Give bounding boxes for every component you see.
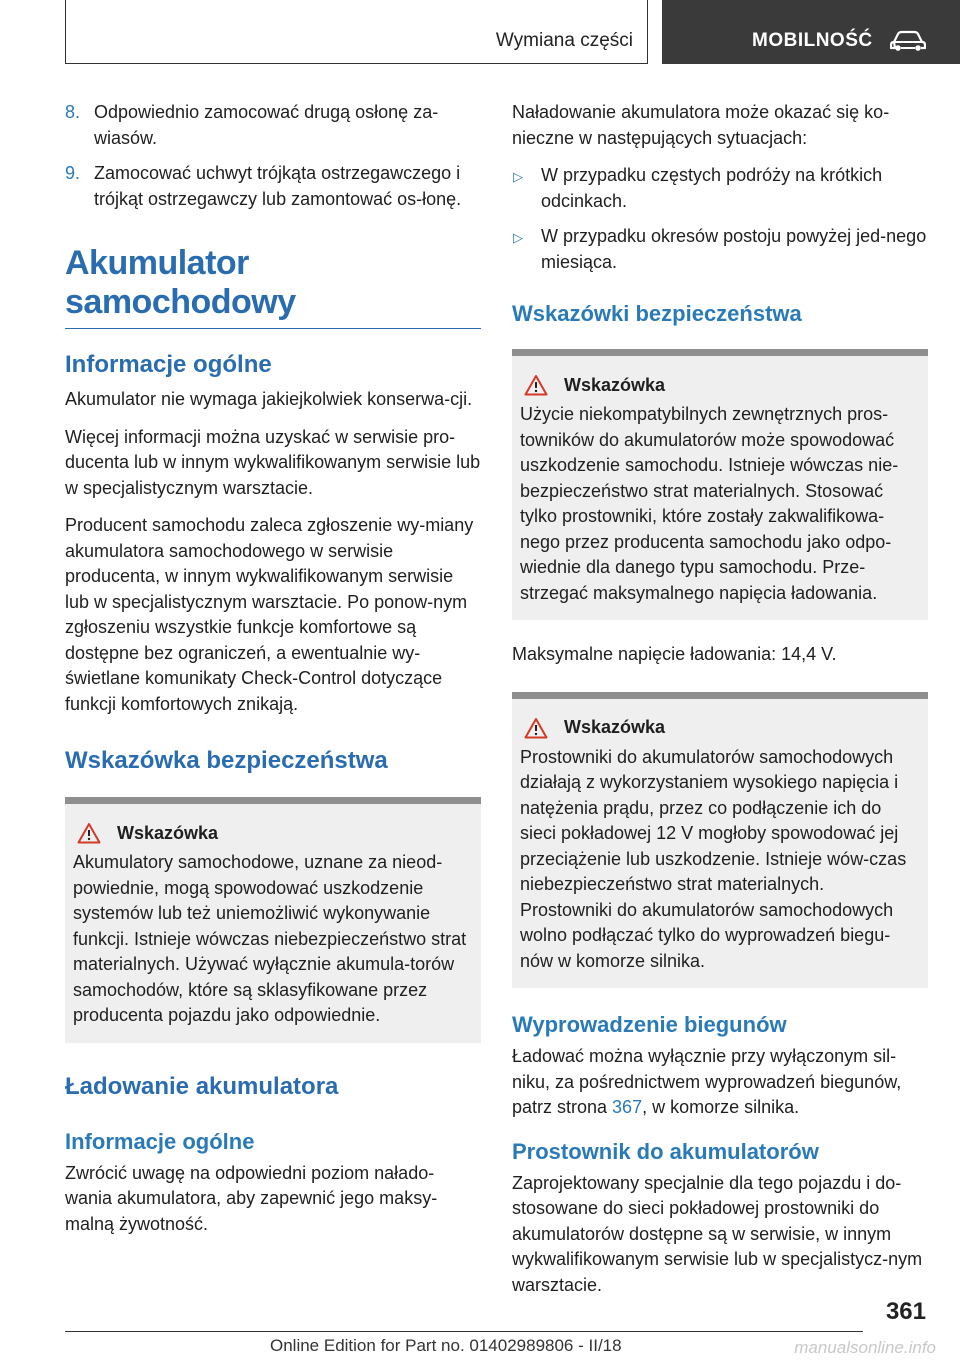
section-heading-safety-tips: Wskazówki bezpieczeństwa <box>512 301 802 326</box>
step-item <box>65 161 481 212</box>
info-paragraph: Więcej informacji można uzyskać w serwisie pro‐ducenta lub w innym wykwalifikowanym serwisie lub w specjalistycznym warsztacie. <box>65 426 481 498</box>
poles-text-before: Ładować można wyłącznie przy wyłączonym sil‐niku, za pośrednictwem wyprowadzeń biegunów, patrz strona <box>512 1046 902 1117</box>
step-number: 8. <box>65 102 81 122</box>
section-heading-info: Informacje ogólne <box>65 351 272 378</box>
page-number: 361 <box>885 1298 926 1325</box>
list-item-text: W przypadku częstych podróży na krótkich odcinkach. <box>541 165 883 211</box>
warning-box <box>512 692 928 989</box>
info-paragraph: Producent samochodu zaleca zgłoszenie wy‐miany akumulatora samochodowego w serwisie producenta, w innym wykwalifikowanym serwisie lub w specjalistycznym warsztacie. Po ponow‐nym zgłoszeniu wszystkie funkcje komfortowe są dostępne bez ograniczeń, a ewentualnie wy‐świetlane komunikaty Check-Control dotyczące funkcji komfortowych znikają. <box>65 515 474 714</box>
left-column <box>65 100 481 1249</box>
info-paragraph: Akumulator nie wymaga jakiejkolwiek konserwa‐cji. <box>65 389 473 409</box>
subsection-heading-poles: Wyprowadzenie biegunów <box>512 1012 787 1037</box>
step-text: Odpowiednio zamocować drugą osłonę za‐wiasów. <box>94 102 439 148</box>
header-section-box <box>65 0 648 64</box>
warning-box <box>65 797 481 1043</box>
warning-title: Wskazówka <box>117 822 219 843</box>
subsection-heading-charger: Prostownik do akumulatorów <box>512 1138 819 1164</box>
warning-box <box>512 349 928 620</box>
page-link-367[interactable]: 367 <box>612 1097 643 1117</box>
section-heading-safety: Wskazówka bezpieczeństwa <box>65 747 388 774</box>
warning-triangle-icon <box>524 374 548 396</box>
warning-title: Wskazówka <box>564 374 666 395</box>
header-chapter-tab <box>662 0 960 64</box>
subsection-heading-info: Informacje ogólne <box>65 1128 255 1154</box>
right-column <box>512 100 928 1310</box>
footer-watermark: manualsonline.info <box>794 1338 936 1357</box>
warning-text: Użycie niekompatybilnych zewnętrznych pros‐towników do akumulatorów może spowodować uszkodzenie samochodu. Istnieje wówczas nie‐bezpieczeństwo strat materialnych. Stosować tylko prostowniki, które zostały zakwalifikowa‐nego przez producenta samochodu jako odpo‐wiednie dla danego typu samochodu. Prze‐strzegać maksymalnego napięcia ładowania. <box>520 404 899 603</box>
list-item-text: W przypadku okresów postoju powyżej jed‐nego miesiąca. <box>541 226 927 272</box>
warning-triangle-icon <box>77 822 101 844</box>
poles-text <box>512 1044 928 1121</box>
charging-info-text: Zwrócić uwagę na odpowiedni poziom nałado‐wania akumulatora, aby zapewnić jego maksy‐malną żywotność. <box>65 1162 438 1234</box>
section-heading-charging: Ładowanie akumulatora <box>65 1072 339 1100</box>
step-number: 9. <box>65 163 81 183</box>
list-item <box>512 224 928 275</box>
header-section-title: Wymiana części <box>495 30 633 51</box>
poles-text-after: , w komorze silnika. <box>642 1097 800 1117</box>
header-chapter-label: MOBILNOŚĆ <box>752 30 873 51</box>
chapter-title: Akumulator samochodowy <box>65 244 481 329</box>
footer-divider <box>65 1331 863 1332</box>
step-list <box>65 100 481 212</box>
step-item <box>65 100 481 151</box>
triangle-bullet-icon: ▷ <box>513 169 523 184</box>
warning-text: Prostowniki do akumulatorów samochodowych działają z wykorzystaniem wysokiego napięcia i natężenia prądu, przez co podłączenie ich do sieci pokładowej 12 V mogłoby spowodować jej przeciążenie lub uszkodzenie. Istnieje wów‐czas niebezpieczeństwo strat materialnych. Prostowniki do akumulatorów samochodowych wolno podłączać tylko do wyprowadzeń biegu‐nów w komorze silnika. <box>520 746 907 971</box>
triangle-bullet-icon: ▷ <box>513 230 523 245</box>
car-icon <box>890 30 926 52</box>
footer-edition: Online Edition for Part no. 01402989806 - II/18 <box>270 1336 622 1355</box>
step-text: Zamocować uchwyt trójkąta ostrzegawczego i trójkąt ostrzegawczy lub zamontować os‐łonę. <box>94 163 462 209</box>
charger-text: Zaprojektowany specjalnie dla tego pojazdu i do‐stosowane do sieci pokładowej prostowniki do akumulatorów dostępne są w serwisie, w innym wykwalifikowanym serwisie lub w specjalistycz‐nym warsztacie. <box>512 1172 923 1295</box>
warning-triangle-icon <box>524 717 548 739</box>
charging-intro: Naładowanie akumulatora może okazać się ko‐nieczne w następujących sytuacjach: <box>512 102 890 148</box>
warning-title: Wskazówka <box>564 717 666 737</box>
max-voltage-text: Maksymalne napięcie ładowania: 14,4 V. <box>512 644 837 664</box>
list-item <box>512 163 928 214</box>
warning-text: Akumulatory samochodowe, uznane za nieod‐powiednie, mogą spowodować uszkodzenie systemów lub też uniemożliwić wykonywanie funkcji. Istnieje wówczas niebezpieczeństwo strat materialnych. Używać wyłącznie akumula‐torów samochodów, które są sklasyfikowane przez producenta pojazdu jako odpowiednie. <box>73 852 467 1025</box>
situation-list <box>512 163 928 275</box>
